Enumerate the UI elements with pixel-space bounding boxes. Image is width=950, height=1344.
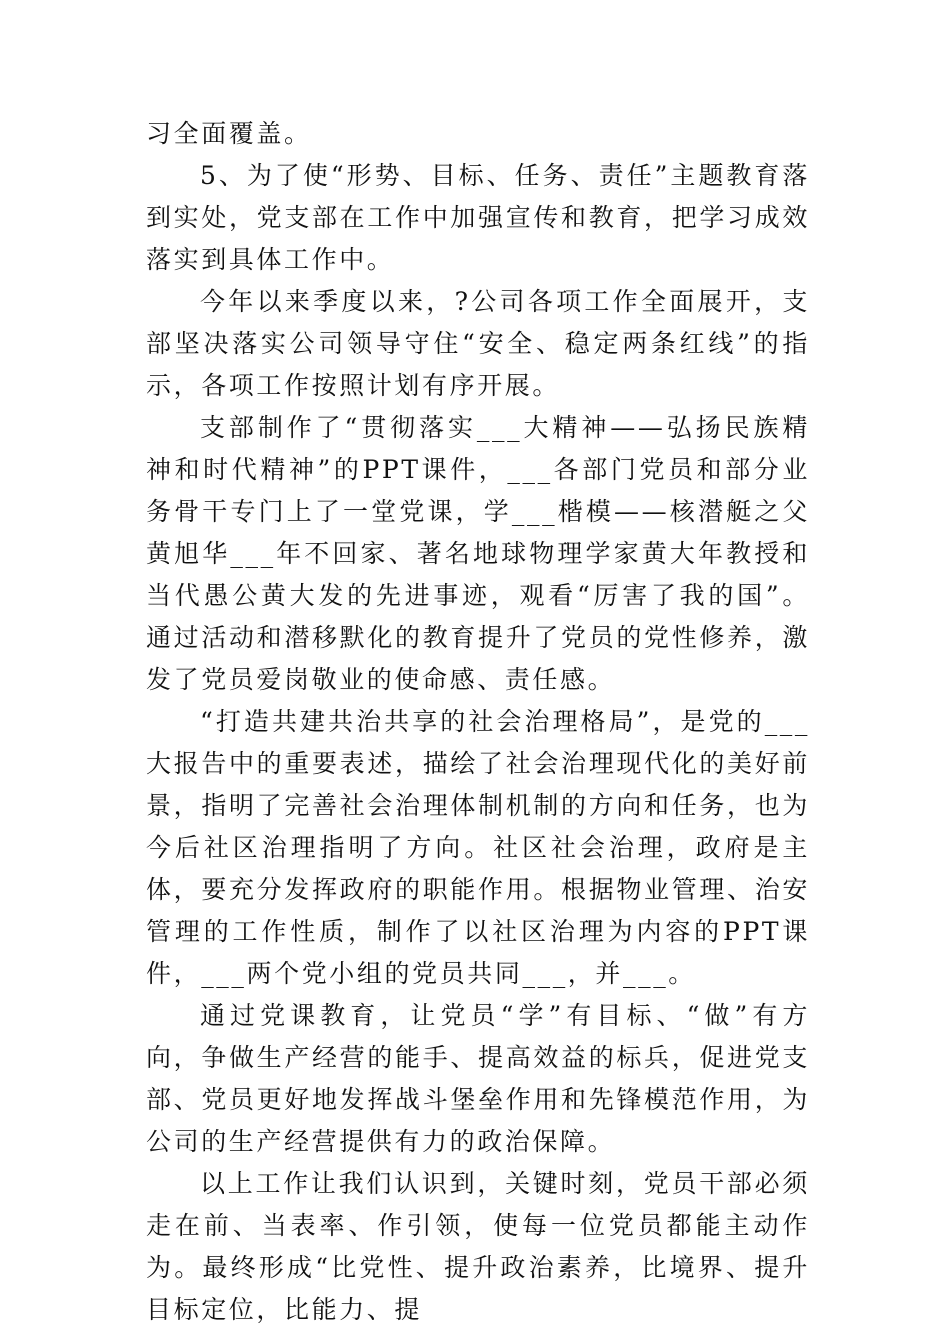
paragraph: “打造共建共治共享的社会治理格局”，是党的___大报告中的重要表述，描绘了社会治理现代化的美好前景，指明了完善社会治理体制机制的方向和任务，也为今后社区治理指明了方向。社区社会治理，政府是主体，要充分发挥政府的职能作用。根据物业管理、治安管理的工作性质，制作了以社区治理为内容的PPT课件，___两个党小组的党员共同___，并___。 [146,707,810,988]
paragraph: 今年以来季度以来，?公司各项工作全面展开，支部坚决落实公司领导守住“安全、稳定两条红线”的指示，各项工作按照计划有序开展。 [146,287,810,400]
paragraph: 以上工作让我们认识到，关键时刻，党员干部必须走在前、当表率、作引领，使每一位党员都能主动作为。最终形成“比党性、提升政治素养，比境界、提升目标定位，比能力、提 [146,1169,810,1324]
document-body [146,113,810,1331]
paragraph: 5、为了使“形势、目标、任务、责任”主题教育落到实处，党支部在工作中加强宣传和教育，把学习成效落实到具体工作中。 [146,161,810,274]
paragraph: 通过党课教育，让党员“学”有目标、“做”有方向，争做生产经营的能手、提高效益的标兵，促进党支部、党员更好地发挥战斗堡垒作用和先锋模范作用，为公司的生产经营提供有力的政治保障。 [146,1001,810,1156]
paragraph: 习全面覆盖。 [146,119,312,148]
paragraph: 支部制作了“贯彻落实___大精神——弘扬民族精神和时代精神”的PPT课件，___各部门党员和部分业务骨干专门上了一堂党课，学___楷模——核潜艇之父黄旭华___年不回家、著名地球物理学家黄大年教授和当代愚公黄大发的先进事迹，观看“厉害了我的国”。通过活动和潜移默化的教育提升了党员的党性修养，激发了党员爱岗敬业的使命感、责任感。 [146,413,810,694]
